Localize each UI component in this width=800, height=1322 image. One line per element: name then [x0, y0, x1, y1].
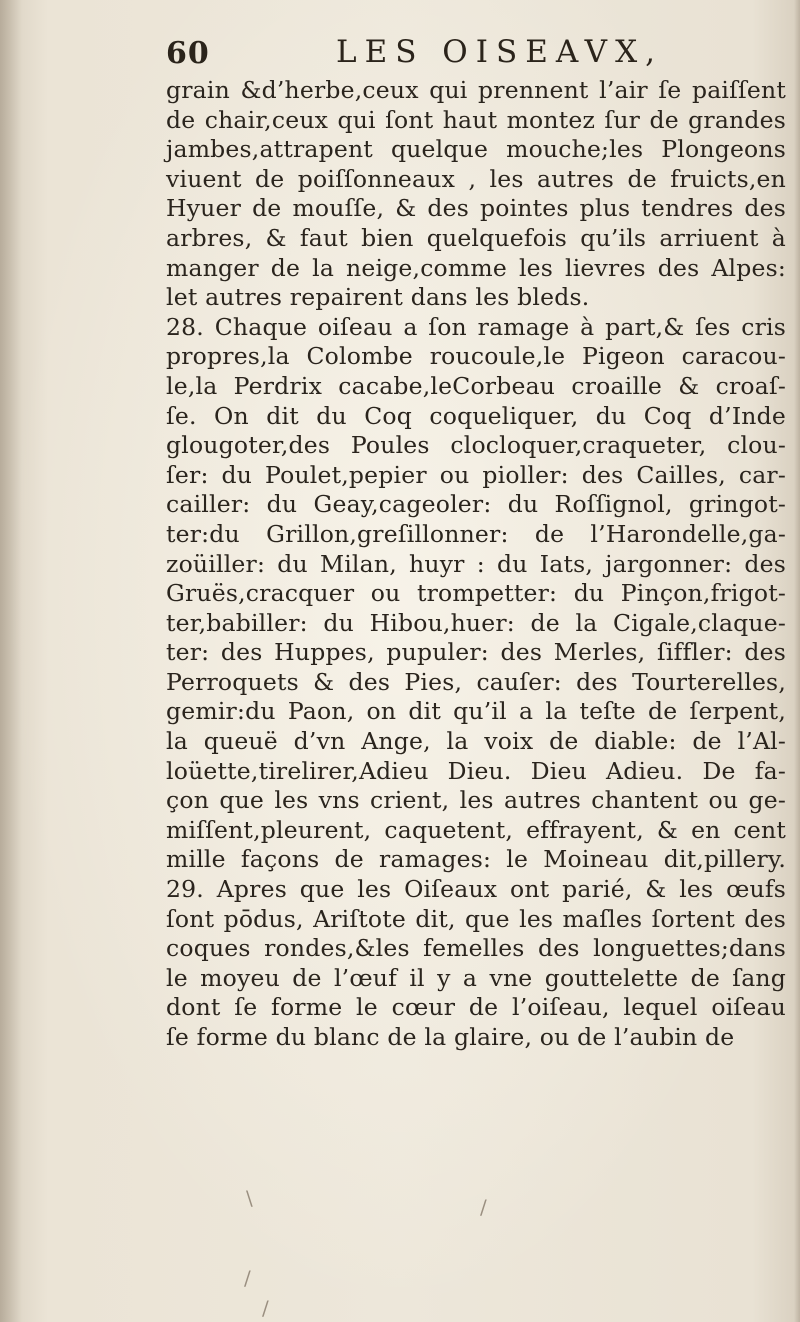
text-line: zoüiller: du Milan, huyr : du Iats, jargonner: des — [166, 549, 786, 578]
text-line: de chair,ceux qui ſont haut montez ſur de grandes — [166, 105, 786, 134]
text-line: let autres repairent dans les bleds. — [166, 283, 590, 312]
text-line: ter:du Grillon,greſillonner: de l’Harondelle,ga- — [166, 519, 786, 548]
gutter-shadow — [0, 0, 22, 1322]
text-line: le,la Perdrix cacabe,leCorbeau croaille & croaſ- — [166, 371, 786, 400]
text-line: ter,babiller: du Hibou,huer: de la Cigale,claque- — [166, 608, 786, 637]
text-line: glougoter,des Poules clocloquer,craqueter, clou- — [166, 431, 786, 460]
text-line: grain &d’herbe,ceux qui prennent l’air ſe paiſſent — [166, 76, 786, 104]
text-line: coques rondes,&les femelles des longuettes;dans — [166, 934, 786, 963]
text-line: gemir:du Paon, on dit qu’il a la teſte de ſerpent, — [166, 697, 786, 726]
text-line: loüette,tirelirer,Adieu Dieu. Dieu Adieu. De fa- — [166, 756, 786, 785]
text-line: dont ſe forme le cœur de l’oiſeau, lequel oiſeau — [166, 993, 786, 1022]
text-line: ſe forme du blanc de la glaire, ou de l’aubin de — [166, 1023, 735, 1051]
text-line: jambes,attrapent quelque mouche;les Plongeons — [166, 135, 786, 164]
text-line: arbres, & faut bien quelquefois qu’ils arriuent à — [166, 223, 786, 252]
page-header — [166, 34, 686, 80]
text-line: ſont pōdus, Ariſtote dit, que les maſles ſortent des — [166, 904, 786, 933]
text-line: Hyuer de mouſſe, & des pointes plus tendres des — [166, 194, 786, 223]
body-text — [166, 76, 786, 1053]
text-line: ter: des Huppes, pupuler: des Merles, ſiffler: des — [166, 638, 786, 667]
stray-mark: / — [244, 1266, 251, 1290]
page-edge — [794, 0, 800, 1322]
text-line: 28. Chaque oiſeau a ſon ramage à part,& ſes cris — [166, 312, 786, 341]
text-line: mille façons de ramages: le Moineau dit,pillery. — [166, 845, 786, 874]
text-line: propres,la Colombe roucoule,le Pigeon caracou- — [166, 342, 786, 371]
text-line: Perroquets & des Pies, cauſer: des Tourterelles, — [166, 667, 786, 696]
running-title: LES OISEAVX, — [336, 34, 663, 70]
text-line: le moyeu de l’œuf il y a vne gouttelette de ſang — [166, 963, 786, 992]
text-line: cailler: du Geay,cageoler: du Roſſignol, gringot- — [166, 490, 786, 519]
text-line: la queuë d’vn Ange, la voix de diable: de l’Al- — [166, 727, 786, 756]
text-line: manger de la neige,comme les lievres des Alpes: — [166, 253, 786, 282]
text-line: viuent de poiſſonneaux , les autres de fruicts,en — [166, 164, 786, 193]
text-line: Gruës,cracquer ou trompetter: du Pinçon,frigot- — [166, 579, 786, 608]
stray-mark: / — [262, 1296, 269, 1320]
text-line: miſſent,pleurent, caquetent, effrayent, & en cent — [166, 815, 786, 844]
page-number: 60 — [166, 36, 210, 71]
text-line: çon que les vns crient, les autres chantent ou ge- — [166, 786, 786, 815]
text-line: ſe. On dit du Coq coqueliquer, du Coq d’Inde — [166, 401, 786, 430]
text-line: ſer: du Poulet,pepier ou pioller: des Cailles, car- — [166, 460, 786, 489]
text-line: 29. Apres que les Oiſeaux ont parié, & les œufs — [166, 875, 786, 904]
stray-mark: / — [480, 1195, 487, 1219]
stray-mark: \ — [246, 1186, 253, 1210]
